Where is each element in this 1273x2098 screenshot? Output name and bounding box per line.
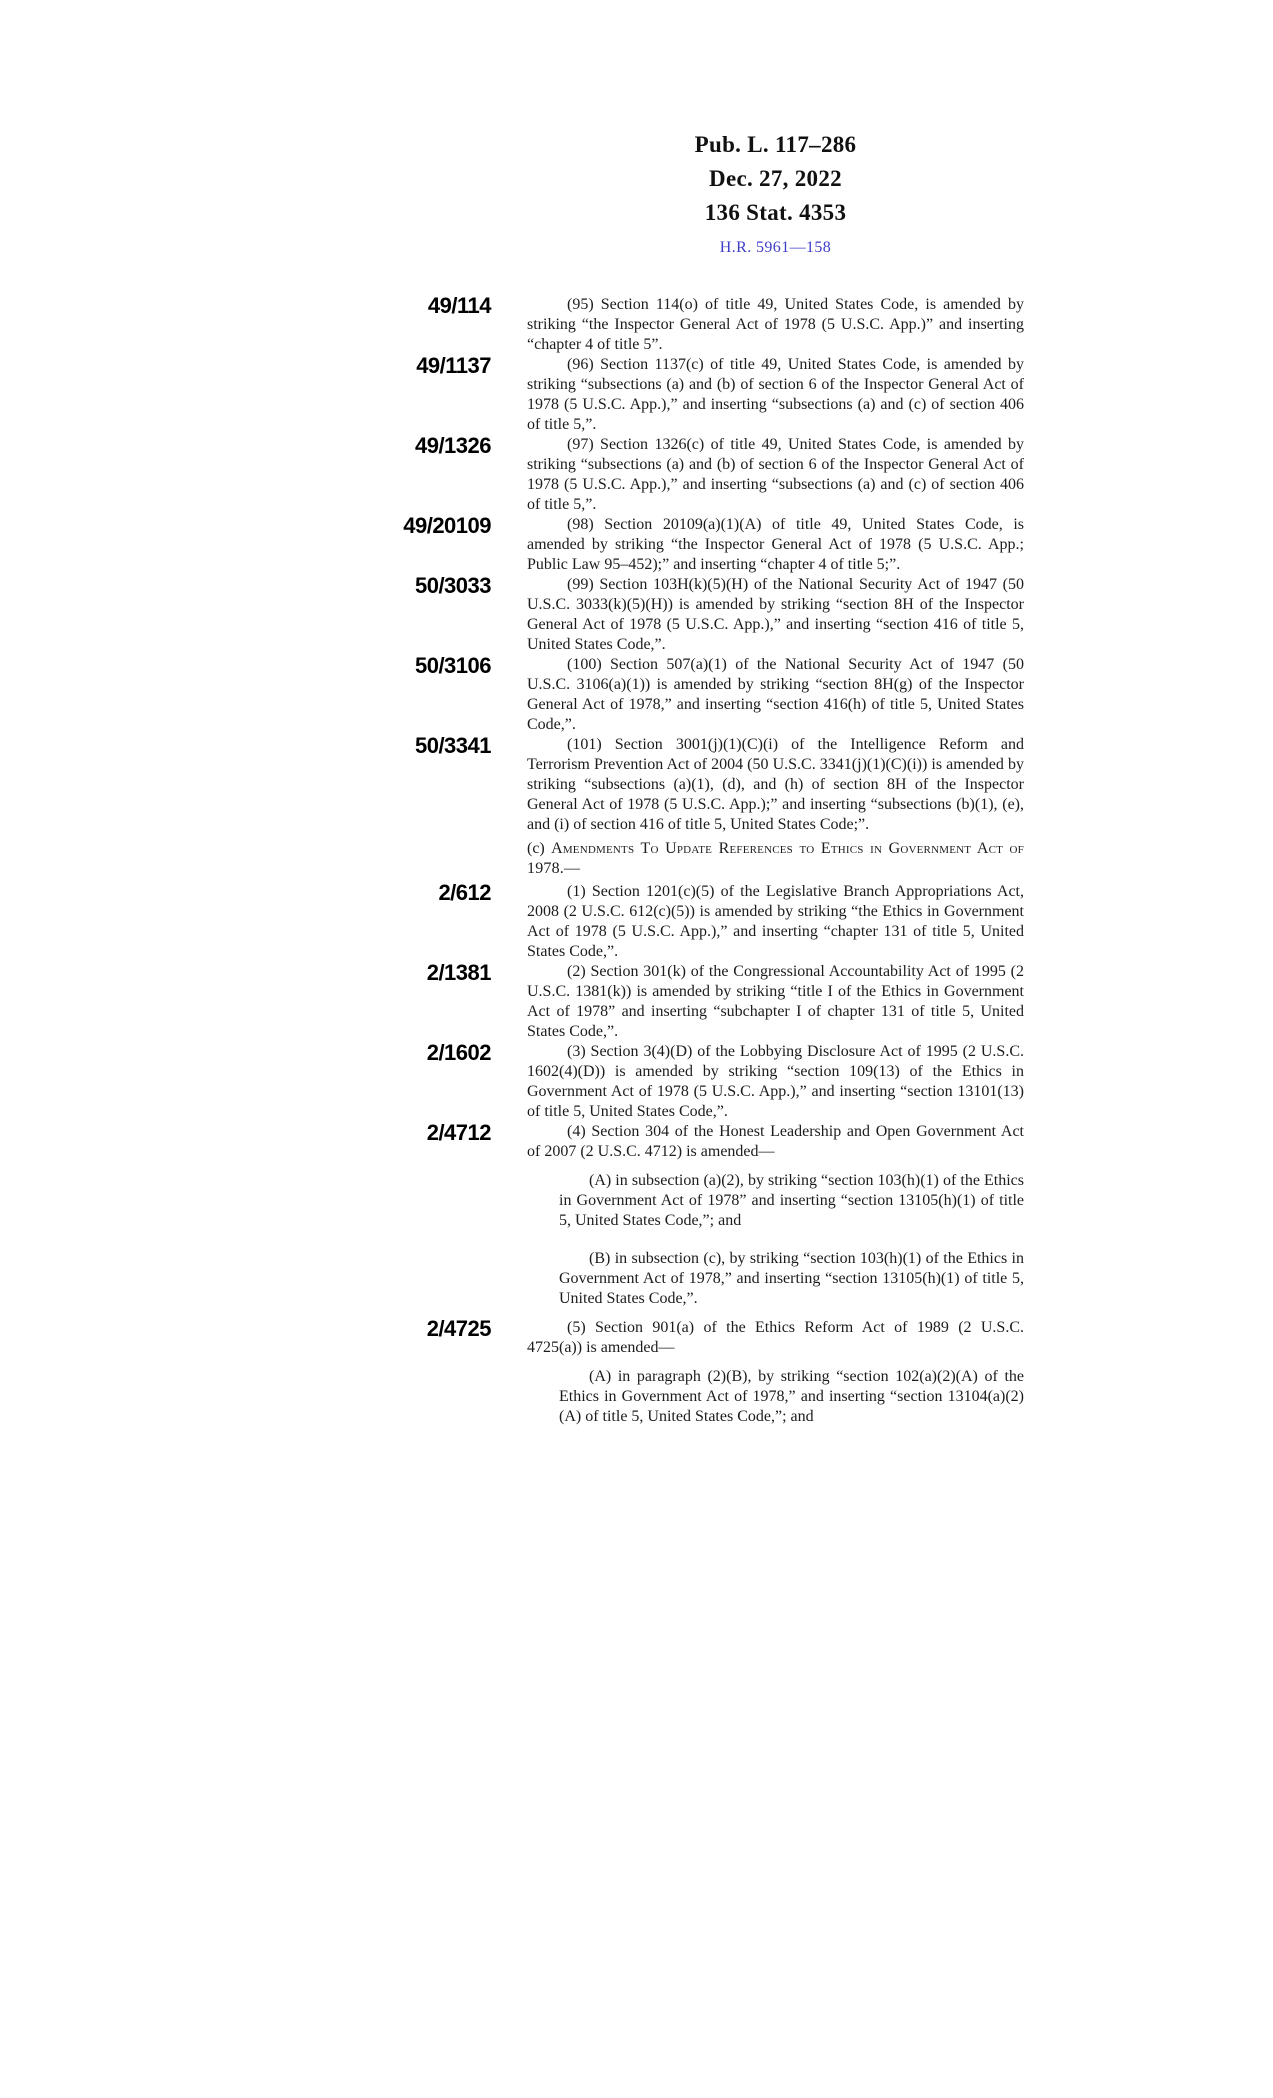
margin-citation: 2/612 xyxy=(438,880,491,905)
paragraph-text: (A) in paragraph (2)(B), by striking “section 102(a)(2)(A) of the Ethics in Government Act of 1978,” and inserting “section 13104(a)(2)(A) of title 5, United States Code,”; and xyxy=(559,1368,1024,1425)
paragraph-text: (A) in subsection (a)(2), by striking “section 103(h)(1) of the Ethics in Government Act of 1978” and inserting “section 13105(h)(1) of title 5, United States Code,”; and xyxy=(559,1172,1024,1229)
statutes-at-large-citation: 136 Stat. 4353 xyxy=(704,200,847,225)
page-header xyxy=(527,128,1024,257)
statute-row xyxy=(301,1122,1024,1162)
paragraph-text: (3) Section 3(4)(D) of the Lobbying Disclosure Act of 1995 (2 U.S.C. 1602(4)(D)) is amended by striking “section 109(13) of the Ethics in Government Act of 1978 (5 U.S.C. App.),” and inserting “section 13101(13) of title 5, United States Code,”. xyxy=(527,1043,1024,1120)
enactment-date: Dec. 27, 2022 xyxy=(709,166,842,191)
heading-prefix: (c) xyxy=(527,840,552,857)
margin-citation xyxy=(301,1358,491,1436)
paragraph-text: (100) Section 507(a)(1) of the National Security Act of 1947 (50 U.S.C. 3106(a)(1)) is amended by striking “section 8H(g) of the Inspector General Act of 1978,” and inserting “section 416(h) of title 5, United States Code,”. xyxy=(527,656,1024,733)
statute-row xyxy=(301,1162,1024,1240)
margin-citation: 2/4712 xyxy=(426,1120,491,1145)
margin-citation xyxy=(301,1162,491,1240)
statute-row xyxy=(301,882,1024,962)
statute-row xyxy=(301,1358,1024,1436)
paragraph-text: (95) Section 114(o) of title 49, United States Code, is amended by striking “the Inspector General Act of 1978 (5 U.S.C. App.)” and inserting “chapter 4 of title 5”. xyxy=(527,296,1024,353)
statute-row xyxy=(301,835,1024,882)
margin-citation: 49/114 xyxy=(427,293,491,318)
margin-citation: 50/3033 xyxy=(414,573,491,598)
margin-citation: 50/3341 xyxy=(414,733,491,758)
statute-row xyxy=(301,575,1024,655)
margin-citation: 49/1326 xyxy=(414,433,491,458)
paragraph-text: (B) in subsection (c), by striking “section 103(h)(1) of the Ethics in Government Act of 1978,” and inserting “section 13105(h)(1) of title 5, United States Code,”. xyxy=(559,1250,1024,1307)
margin-citation: 2/4725 xyxy=(426,1316,491,1341)
amendment-list xyxy=(301,295,1024,1436)
paragraph-text: (4) Section 304 of the Honest Leadership and Open Government Act of 2007 (2 U.S.C. 4712) is amended— xyxy=(527,1123,1024,1160)
margin-citation: 2/1381 xyxy=(426,960,491,985)
statute-row xyxy=(301,655,1024,735)
margin-citation xyxy=(301,835,491,882)
margin-citation: 49/1137 xyxy=(416,353,491,378)
statute-row xyxy=(301,735,1024,835)
statute-row xyxy=(301,1042,1024,1122)
margin-citation: 2/1602 xyxy=(426,1040,491,1065)
statute-row xyxy=(301,435,1024,515)
statute-row xyxy=(301,1240,1024,1318)
statute-row xyxy=(301,1318,1024,1358)
paragraph-text: (2) Section 301(k) of the Congressional Accountability Act of 1995 (2 U.S.C. 1381(k)) is amended by striking “title I of the Ethics in Government Act of 1978” and inserting “subchapter I of chapter 131 of title 5, United States Code,”. xyxy=(527,963,1024,1040)
statute-row xyxy=(301,355,1024,435)
paragraph-text: (5) Section 901(a) of the Ethics Reform Act of 1989 (2 U.S.C. 4725(a)) is amended— xyxy=(527,1319,1024,1356)
statute-row xyxy=(301,295,1024,355)
paragraph-text: (1) Section 1201(c)(5) of the Legislative Branch Appropriations Act, 2008 (2 U.S.C. 612(c)(5)) is amended by striking “the Ethics in Government Act of 1978 (5 U.S.C. App.),” and inserting “chapter 131 of title 5, United States Code,”. xyxy=(527,883,1024,960)
paragraph-text: (98) Section 20109(a)(1)(A) of title 49, United States Code, is amended by striking “the Inspector General Act of 1978 (5 U.S.C. App.; Public Law 95–452);” and inserting “chapter 4 of title 5;”. xyxy=(527,516,1024,573)
heading-smallcaps-text: Amendments To Update References to Ethics in Government Act of 1978.— xyxy=(527,840,1024,877)
statute-row xyxy=(301,962,1024,1042)
public-law-number: Pub. L. 117–286 xyxy=(694,132,857,157)
margin-citation xyxy=(301,1240,491,1318)
statute-row xyxy=(301,515,1024,575)
margin-citation: 49/20109 xyxy=(403,513,491,538)
paragraph-text: (96) Section 1137(c) of title 49, United States Code, is amended by striking “subsections (a) and (b) of section 6 of the Inspector General Act of 1978 (5 U.S.C. App.),” and inserting “subsections (a) and (c) of section 406 of title 5,”. xyxy=(527,356,1024,433)
margin-citation: 50/3106 xyxy=(414,653,491,678)
paragraph-text: (99) Section 103H(k)(5)(H) of the National Security Act of 1947 (50 U.S.C. 3033(k)(5)(H)) is amended by striking “section 8H of the Inspector General Act of 1978 (5 U.S.C. App.),” and inserting “section 416 of title 5, United States Code,”. xyxy=(527,576,1024,653)
paragraph-text xyxy=(527,839,1024,879)
paragraph-text: (97) Section 1326(c) of title 49, United States Code, is amended by striking “subsections (a) and (b) of section 6 of the Inspector General Act of 1978 (5 U.S.C. App.),” and inserting “subsections (a) and (c) of section 406 of title 5,”. xyxy=(527,436,1024,513)
paragraph-text: (101) Section 3001(j)(1)(C)(i) of the Intelligence Reform and Terrorism Prevention Act of 2004 (50 U.S.C. 3341(j)(1)(C)(i)) is amended by striking “subsections (a)(1), (d), and (h) of section 8H of the Inspector General Act of 1978 (5 U.S.C. App.);” and inserting “subsections (b)(1), (e), and (i) of section 416 of title 5, United States Code;”. xyxy=(527,736,1024,833)
bill-page-ref-link[interactable]: H.R. 5961—158 xyxy=(719,239,832,256)
